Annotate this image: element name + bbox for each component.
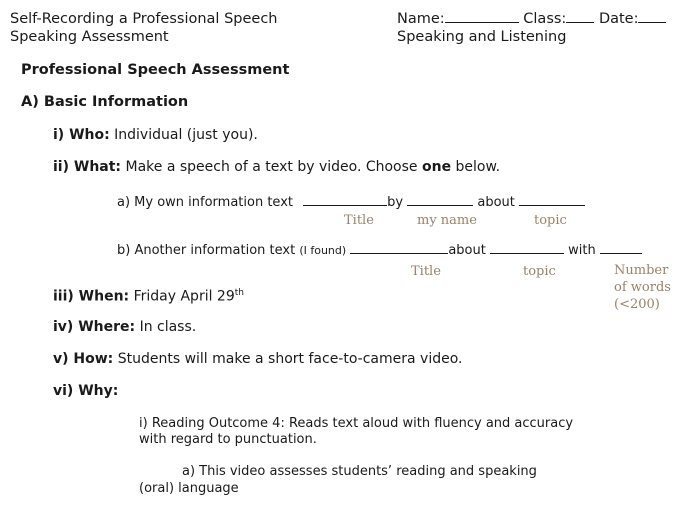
option-b-about: about [448,243,486,258]
what-text-pre: Make a speech of a text by video. Choose [125,159,418,175]
assess-line2: (oral) language [139,481,239,496]
option-b-topic-blank[interactable] [490,241,564,254]
option-b-hint-words-3: (<200) [614,297,660,312]
when-label: iii) When: [53,288,130,305]
name-label: Name: [397,11,445,27]
header-subject: Speaking and Listening [397,29,567,45]
date-label: Date: [598,11,639,27]
what-text-bold: one [421,159,452,175]
option-b-hint-title: Title [411,264,441,279]
section-a-heading: A) Basic Information [21,94,189,110]
option-b-hint-words-1: Number [614,263,669,278]
how-line [53,351,462,367]
option-a-by: by [387,195,404,210]
what-label: ii) What: [53,159,122,175]
header-title-line1: Self-Recording a Professional Speech [10,11,278,27]
header-fields [397,10,666,28]
who-label: i) Who: [53,127,110,143]
what-text-post: below. [455,159,501,175]
where-line [53,319,196,335]
where-label: iv) Where: [53,319,136,335]
option-b-hint-topic: topic [523,264,556,279]
header-title-line2: Speaking Assessment [10,29,169,45]
when-line [53,288,244,305]
why-label: vi) Why: [53,383,119,399]
date-blank[interactable] [638,10,666,23]
doc-heading: Professional Speech Assessment [21,62,290,78]
when-sup: th [234,288,244,298]
name-blank[interactable] [445,10,519,23]
option-a-line [117,193,585,210]
option-b-line [117,241,642,258]
outcome-line1: i) Reading Outcome 4: Reads text aloud with fluency and accuracy [139,416,574,431]
option-a-about: about [477,195,515,210]
class-label: Class: [523,11,567,27]
option-a-title-blank[interactable] [303,193,387,206]
option-b-text: b) Another information text [117,243,296,258]
option-b-hint-words-2: of words [614,280,671,295]
assess-line1: a) This video assesses students’ reading and speaking [182,464,537,479]
option-b-small: (I found) [299,244,347,257]
what-line [53,159,500,175]
option-a-hint-title: Title [344,213,374,228]
when-text: Friday April 29 [133,288,235,305]
who-line [53,127,258,143]
option-a-text: a) My own information text [117,195,293,210]
option-a-hint-topic: topic [534,213,567,228]
who-text: Individual (just you). [114,127,258,143]
option-a-hint-name: my name [417,213,477,228]
how-text: Students will make a short face-to-camera video. [117,351,463,367]
option-a-name-blank[interactable] [407,193,473,206]
option-a-topic-blank[interactable] [519,193,585,206]
outcome-line2: with regard to punctuation. [139,432,317,447]
where-text: In class. [139,319,197,335]
option-b-with: with [568,243,596,258]
option-b-title-blank[interactable] [350,241,448,254]
class-blank[interactable] [566,10,594,23]
how-label: v) How: [53,351,114,367]
option-b-words-blank[interactable] [600,241,642,254]
